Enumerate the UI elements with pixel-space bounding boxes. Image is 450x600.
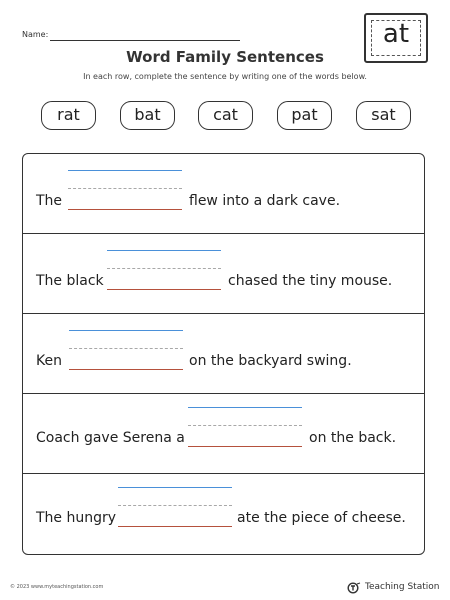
name-write-line[interactable]	[50, 40, 240, 41]
sentence-end: on the back.	[309, 430, 397, 446]
word-family-text: at	[382, 19, 410, 49]
answer-base-line[interactable]	[69, 369, 183, 370]
answer-base-line[interactable]	[107, 289, 221, 290]
sentence-row	[23, 314, 424, 394]
sentence-table	[22, 153, 425, 555]
sentence-start: The black	[36, 273, 104, 289]
sentence-start: Coach gave Serena a	[36, 430, 185, 446]
answer-mid-line	[69, 348, 183, 349]
copyright-text: © 2023 www.myteachingstation.com	[10, 584, 104, 590]
answer-mid-line	[118, 505, 232, 506]
sentence-start: The hungry	[36, 510, 117, 526]
answer-base-line[interactable]	[188, 446, 302, 447]
page-title: Word Family Sentences	[126, 48, 324, 66]
sentence-end: on the backyard swing.	[189, 353, 352, 369]
word-bank-item: sat	[356, 101, 411, 130]
answer-mid-line	[188, 425, 302, 426]
word-bank-item: bat	[120, 101, 175, 130]
answer-mid-line	[107, 268, 221, 269]
sentence-end: flew into a dark cave.	[189, 193, 341, 209]
word-bank-item: pat	[277, 101, 332, 130]
sentence-row	[23, 394, 424, 474]
word-bank-item: rat	[41, 101, 96, 130]
instructions: In each row, complete the sentence by writing one of the words below.	[83, 72, 367, 81]
answer-top-line	[118, 487, 232, 488]
sentence-row	[23, 234, 424, 314]
teaching-station-logo-icon	[347, 582, 361, 594]
answer-top-line	[107, 250, 221, 251]
answer-base-line[interactable]	[68, 209, 182, 210]
answer-top-line	[188, 407, 302, 408]
answer-top-line	[69, 330, 183, 331]
sentence-end: ate the piece of cheese.	[237, 510, 406, 526]
answer-mid-line	[68, 188, 182, 189]
answer-top-line	[68, 170, 182, 171]
sentence-row	[23, 474, 424, 554]
brand-name: Teaching Station	[365, 582, 440, 592]
sentence-start: The	[36, 193, 63, 209]
sentence-row	[23, 154, 424, 234]
name-label: Name:	[22, 30, 49, 39]
sentence-start: Ken	[36, 353, 62, 369]
word-bank-item: cat	[198, 101, 253, 130]
answer-base-line[interactable]	[118, 526, 232, 527]
sentence-end: chased the tiny mouse.	[228, 273, 393, 289]
